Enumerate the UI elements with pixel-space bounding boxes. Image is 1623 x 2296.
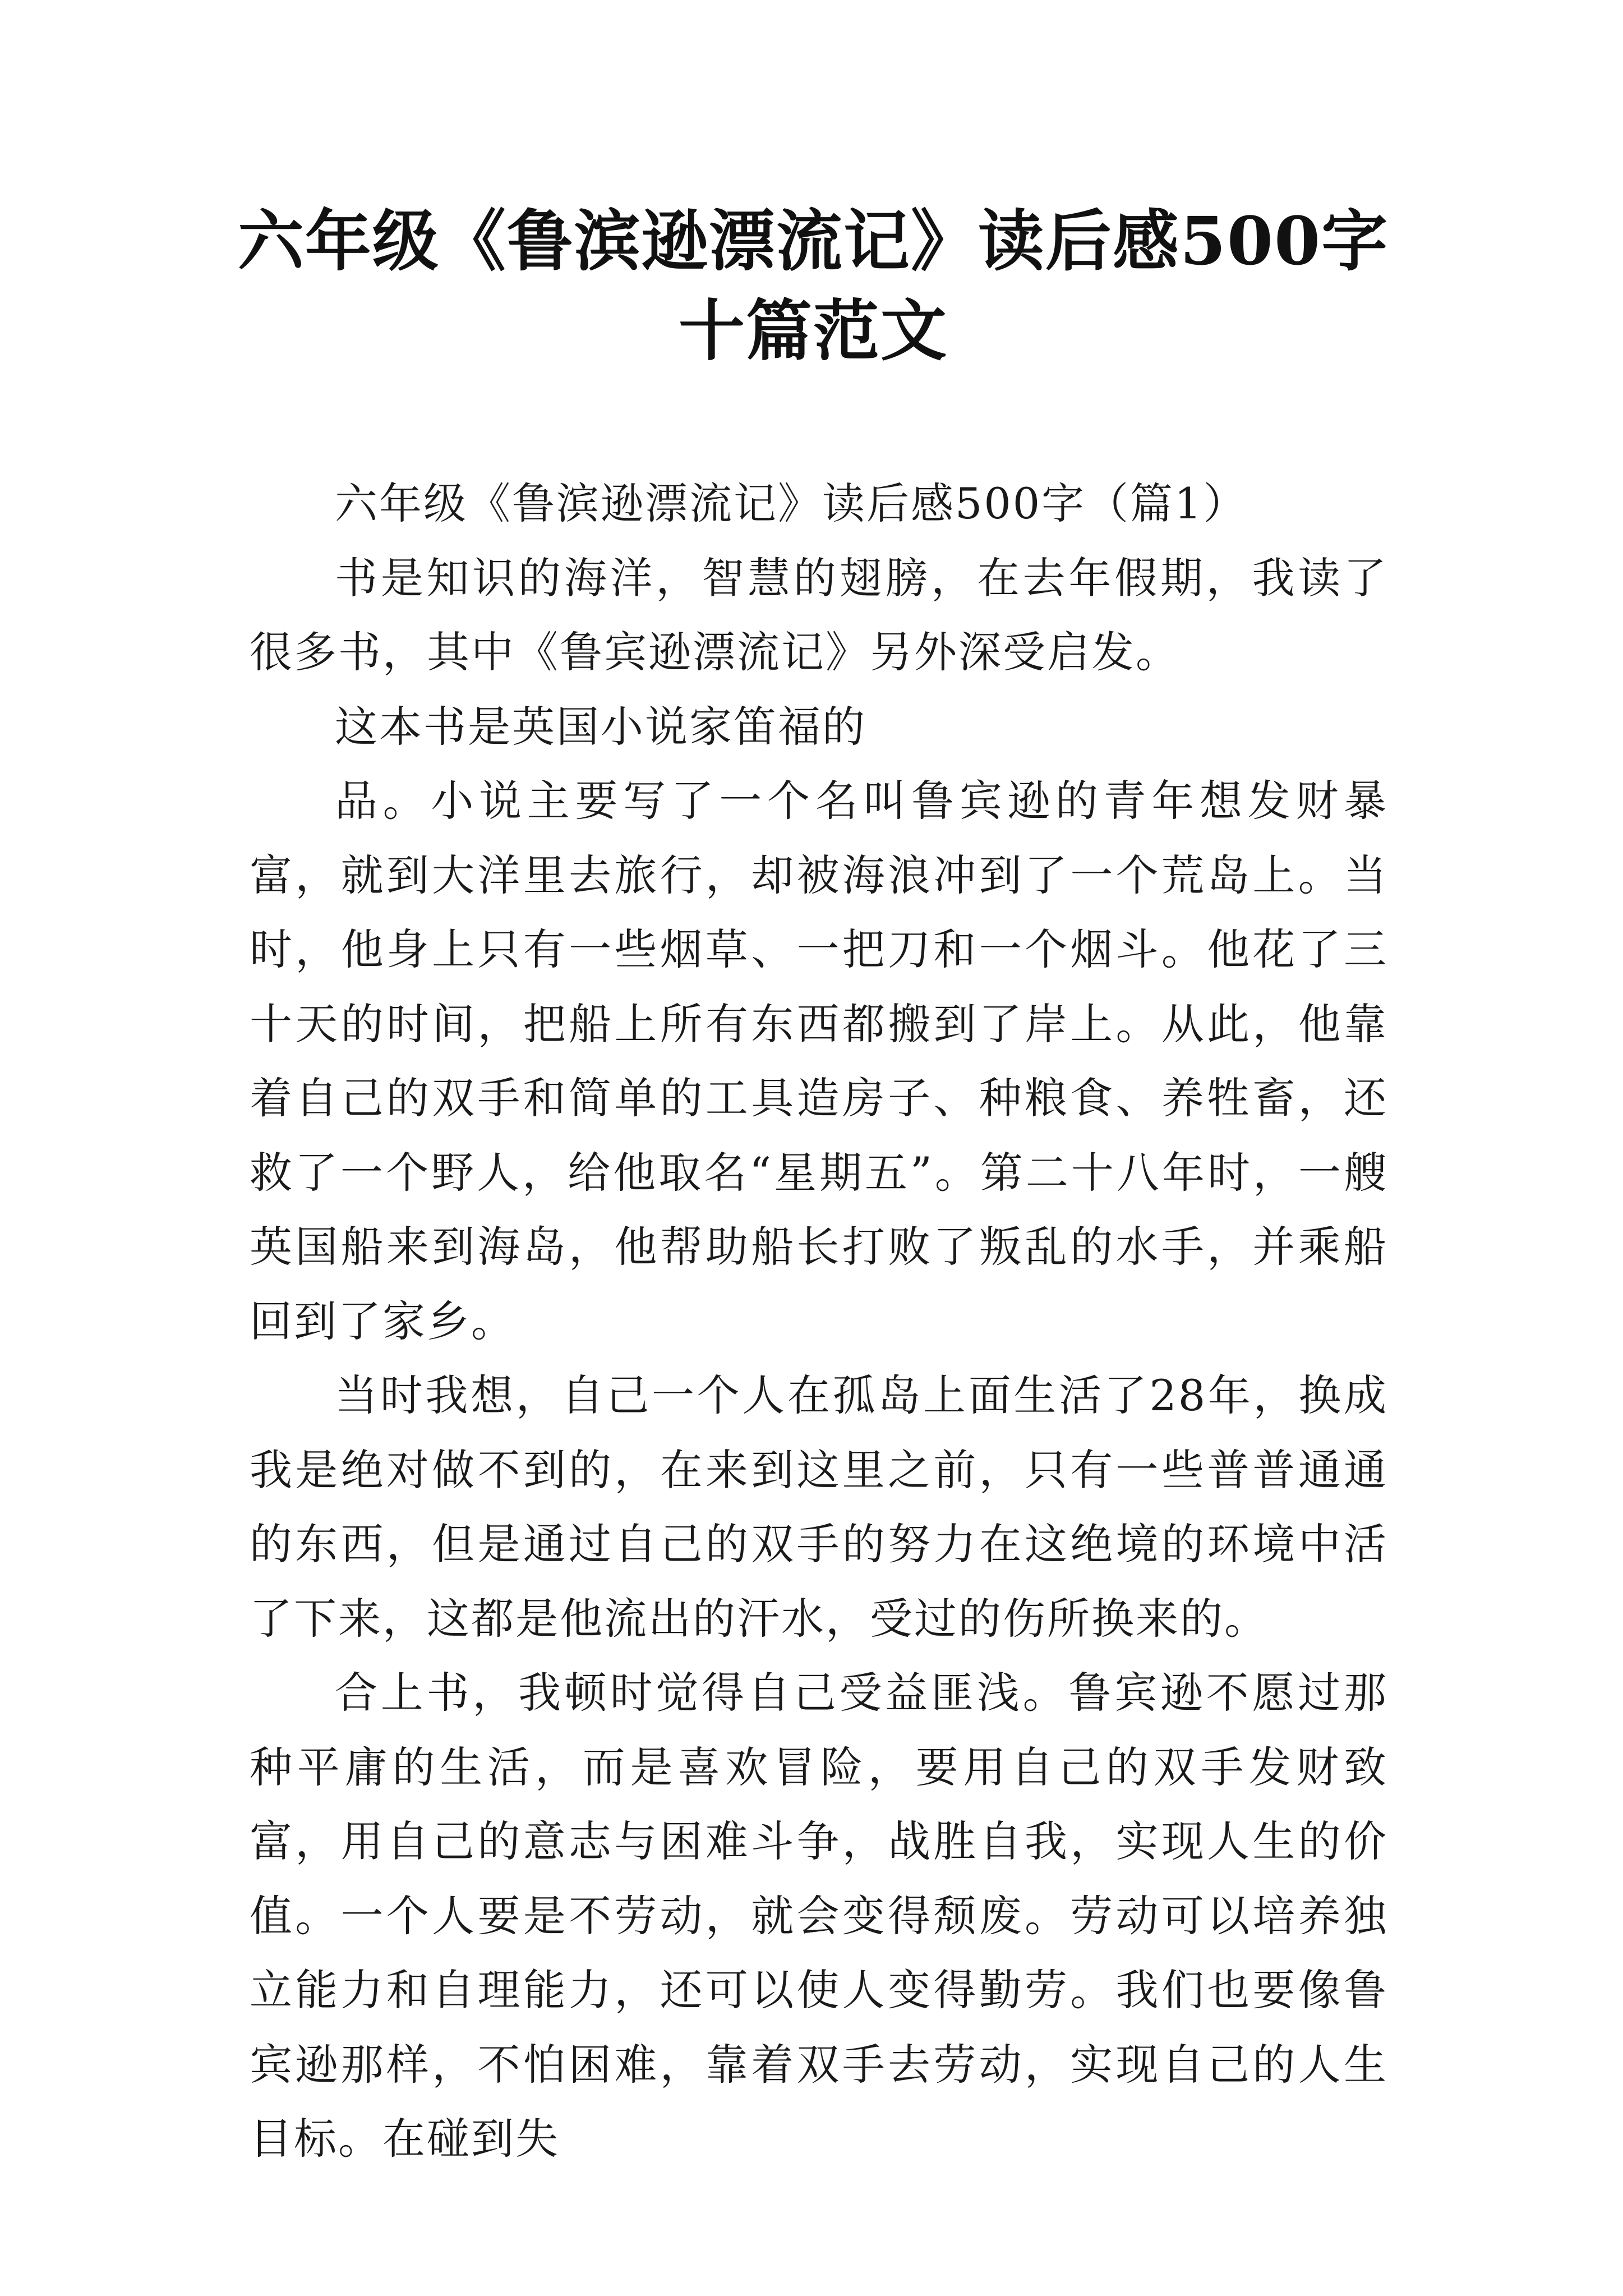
paragraph: 合上书，我顿时觉得自己受益匪浅。鲁宾逊不愿过那种平庸的生活，而是喜欢冒险，要用自己的双手发财致富，用自己的意志与困难斗争，战胜自我，实现人生的价值。一个人要是不劳动，就会变得颓废。劳动可以培养独立能力和自理能力，还可以使人变得勤劳。我们也要像鲁宾逊那样，不怕困难，靠着双手去劳动，实现自己的人生目标。在碰到失: [250, 1668, 1388, 2164]
document-body: [250, 467, 1388, 2177]
paragraph: 这本书是英国小说家笛福的: [335, 701, 866, 752]
paragraph: 当时我想，自己一个人在孤岛上面生活了28年，换成我是绝对做不到的，在来到这里之前，只有一些普普通通的东西，但是通过自己的双手的努力在这绝境的环境中活了下来，这都是他流出的汗水，受过的伤所换来的。: [250, 1370, 1388, 1644]
section-heading: 六年级《鲁滨逊漂流记》读后感500字（篇1）: [335, 478, 1248, 528]
paragraph: 书是知识的海洋，智慧的翅膀，在去年假期，我读了很多书，其中《鲁宾逊漂流记》另外深受启发。: [250, 553, 1388, 677]
paragraph: 品。小说主要写了一个名叫鲁宾逊的青年想发财暴富，就到大洋里去旅行，却被海浪冲到了一个荒岛上。当时，他身上只有一些烟草、一把刀和一个烟斗。他花了三十天的时间，把船上所有东西都搬到了岸上。从此，他靠着自己的双手和简单的工具造房子、种粮食、养牲畜，还救了一个野人，给他取名“星期五”。第二十八年时，一艘英国船来到海岛，他帮助船长打败了叛乱的水手，并乘船回到了家乡。: [250, 776, 1388, 1346]
document-title: 六年级《鲁滨逊漂流记》读后感500字十篇范文: [237, 202, 1389, 370]
